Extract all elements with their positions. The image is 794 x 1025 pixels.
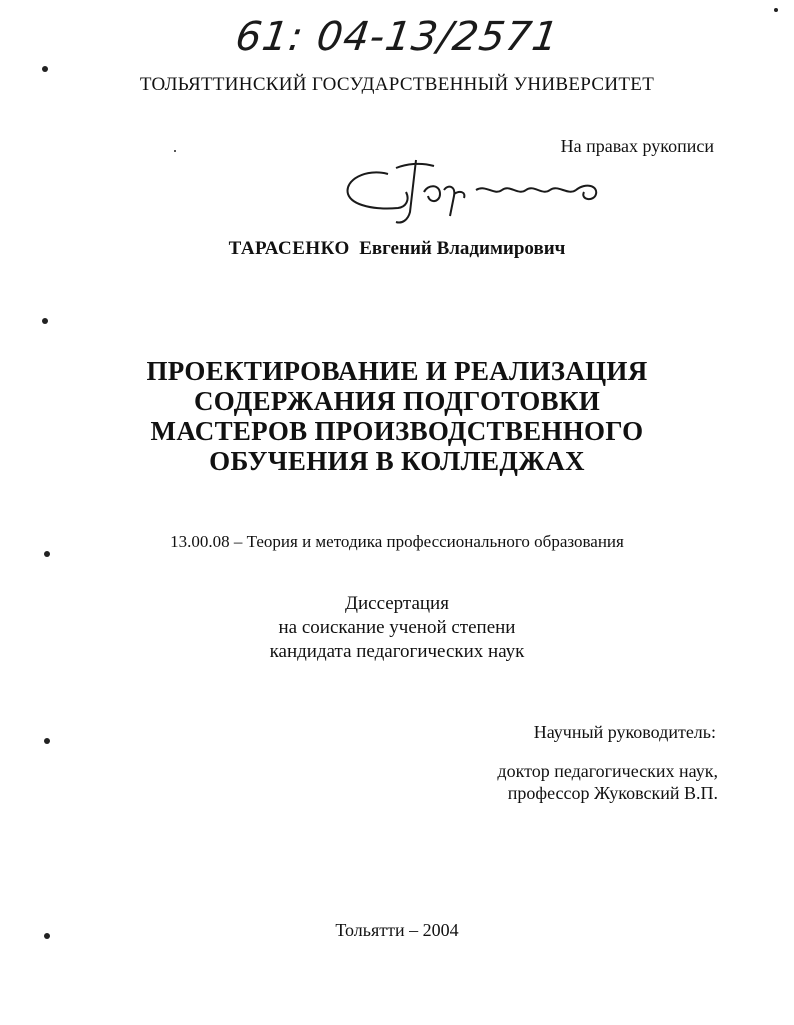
- description-line: Диссертация: [345, 593, 449, 614]
- dissertation-description: [0, 592, 794, 664]
- signature-stroke-main: [348, 172, 408, 208]
- author-signature: [336, 150, 626, 230]
- signature-stroke-letters: [424, 186, 464, 216]
- supervisor-label: Научный руководитель:: [533, 722, 716, 742]
- author-surname: ТАРАСЕНКО: [228, 238, 350, 259]
- signature-stroke-t: [396, 160, 434, 223]
- supervisor-degree: доктор педагогических наук,: [497, 761, 718, 781]
- title-line: ПРОЕКТИРОВАНИЕ И РЕАЛИЗАЦИЯ: [146, 356, 648, 386]
- description-line: кандидата педагогических наук: [269, 641, 525, 662]
- city-year: Тольятти – 2004: [335, 920, 459, 940]
- signature-stroke-tail: [476, 186, 596, 199]
- scan-speck: [44, 551, 50, 557]
- university-name: ТОЛЬЯТТИНСКИЙ ГОСУДАРСТВЕННЫЙ УНИВЕРСИТЕТ: [139, 74, 655, 95]
- scan-speck: [42, 318, 48, 324]
- specialty-code: 13.00.08 – Теория и методика профессионального образования: [170, 532, 624, 551]
- scan-speck: [44, 738, 50, 744]
- supervisor-info: [497, 760, 718, 804]
- archive-number-handwritten: 61: 04-13/2571: [232, 14, 562, 60]
- title-line: СОДЕРЖАНИЯ ПОДГОТОВКИ: [193, 386, 600, 416]
- scan-speck: [42, 66, 48, 72]
- title-line: МАСТЕРОВ ПРОИЗВОДСТВЕННОГО: [150, 416, 644, 446]
- supervisor-name: профессор Жуковский В.П.: [507, 783, 718, 803]
- scan-speck: [174, 150, 176, 152]
- dissertation-title: [0, 356, 794, 476]
- author-name: [0, 238, 794, 260]
- description-line: на соискание ученой степени: [278, 617, 516, 638]
- scan-speck: [44, 933, 50, 939]
- scan-speck: [774, 8, 778, 12]
- author-given-names: Евгений Владимирович: [359, 238, 566, 259]
- rights-note: На правах рукописи: [560, 136, 714, 156]
- title-line: ОБУЧЕНИЯ В КОЛЛЕДЖАХ: [209, 446, 585, 476]
